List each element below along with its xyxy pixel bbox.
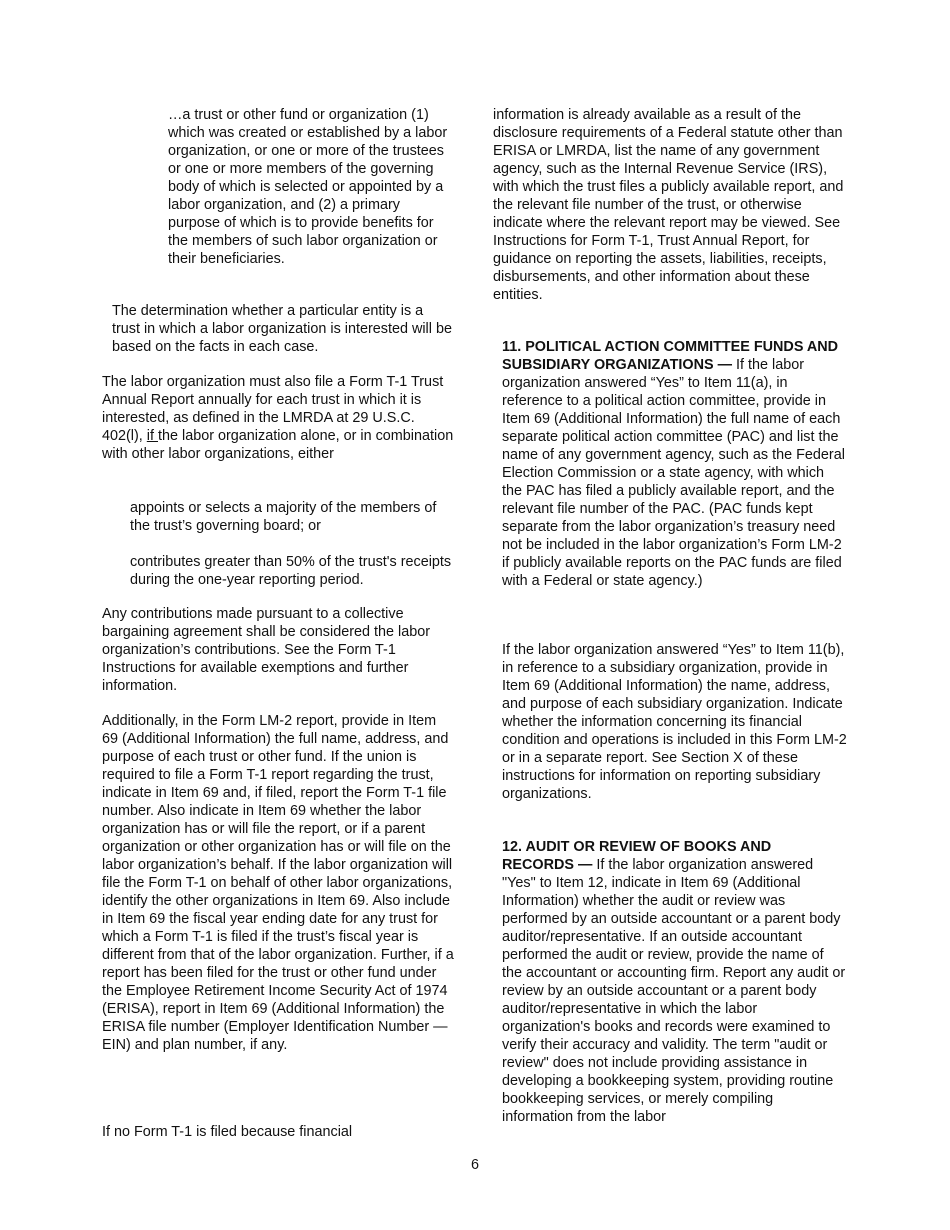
t1-filing-paragraph [102,373,454,463]
t1-filing-text-b: the labor organization alone, or in combination with other labor organizations, either [102,428,454,462]
pac-section-body: If the labor organization answered “Yes” to Item 11(a), in reference to a political action committee, provide in Item 69 (Additional Information) the full name of each separate political action committee (PAC) and list the name of any government agency, such as the Federal Election Commission or a state agency, with which the PAC has filed a publicly available report, and the relevant file number of the PAC. (PAC funds kept separate from the labor organization’s treasury need not be included in the labor organization’s Form LM-2 if publicly available reports on the PAC funds are filed with a Federal or state agency.) [502,357,845,589]
audit-section-body: If the labor organization answered "Yes" to Item 12, indicate in Item 69 (Additional Information) whether the audit or review was performed by an outside accountant or a parent body auditor/representative. If an outside accountant performed the audit or review, provide the name of the accountant or accounting firm. Report any audit or review by an outside accountant or a parent body auditor/representative in which the labor organization's books and records were examined to verify their accuracy and validity. The term "audit or review" does not include providing assistance in developing a bookkeeping system, providing routine bookkeeping services, or merely compiling information from the labor [502,857,846,1125]
page-number: 6 [470,1157,479,1173]
trust-definition-quote: …a trust or other fund or organization (1) which was created or established by a labor organization, or one or more of the trustees or one or more members of the governing body of which is selected or appointed by a labor organization, and (2) a primary purpose of which is to provide benefits for the members of such labor organization or their beneficiaries. [168,107,448,267]
pac-section [502,338,847,590]
no-form-paragraph: If no Form T-1 is filed because financial [102,1124,353,1140]
subsidiary-paragraph: If the labor organization answered “Yes” to Item 11(b), in reference to a subsidiary organization, provide in Item 69 (Additional Information) the name, address, and purpose of each subsidiary organization. Indicate whether the information concerning its financial condition and operations is included in this Form LM-2 or in a separate report. See Section X of these instructions for information on reporting subsidiary organizations. [502,642,847,802]
contributes-condition: contributes greater than 50% of the trust's receipts during the one-year reporting period. [130,554,452,588]
audit-section-heading: 12. AUDIT OR REVIEW OF BOOKS AND RECORDS — [502,839,772,873]
determination-paragraph: The determination whether a particular entity is a trust in which a labor organization is interested will be based on the facts in each case. [112,303,452,355]
t1-filing-if: if [146,428,158,444]
additional-info-paragraph: Additionally, in the Form LM-2 report, provide in Item 69 (Additional Information) the full name, address, and purpose of each trust or other fund. If the union is required to file a Form T-1 report regarding the trust, indicate in Item 69 and, if filed, report the Form T-1 file number. Also indicate in Item 69 whether the labor organization has or will file the report, or if a parent organization or other organization has or will file on the labor organization’s behalf. If the labor organization will file the Form T-1 on behalf of other labor organizations, identify the other organizations in Item 69. Also include in Item 69 the fiscal year ending date for any trust for which a Form T-1 is filed if the trust’s fiscal year is different from that of the labor organization. Further, if a report has been filed for the trust or other fund under the Employee Retirement Income Security Act of 1974 (ERISA), report in Item 69 (Additional Information) the ERISA file number (Employer Identification Number — EIN) and plan number, if any. [102,713,454,1053]
appoints-condition: appoints or selects a majority of the members of the trust’s governing board; or [130,500,437,534]
contributions-paragraph: Any contributions made pursuant to a collective bargaining agreement shall be considered the labor organization’s contributions. See the Form T-1 Instructions for available exemptions and further information. [102,606,431,694]
pac-section-heading: 11. POLITICAL ACTION COMMITTEE FUNDS AND SUBSIDIARY ORGANIZATIONS — [502,339,839,373]
audit-section [502,838,847,1126]
info-continuation-paragraph: information is already available as a result of the disclosure requirements of a Federal statute other than ERISA or LMRDA, list the name of any government agency, such as the Internal Revenue Service (IRS), with which the trust files a publicly available report, and the relevant file number of the trust, or otherwise indicate where the relevant report may be viewed. See Instructions for Form T-1, Trust Annual Report, for guidance on reporting the assets, liabilities, receipts, disbursements, and other information about these entities. [493,107,844,303]
t1-filing-text-a: The labor organization must also file a Form T-1 Trust Annual Report annually for each trust in which it is interested, as defined in the LMRDA at 29 U.S.C. 402(l), [102,374,444,444]
